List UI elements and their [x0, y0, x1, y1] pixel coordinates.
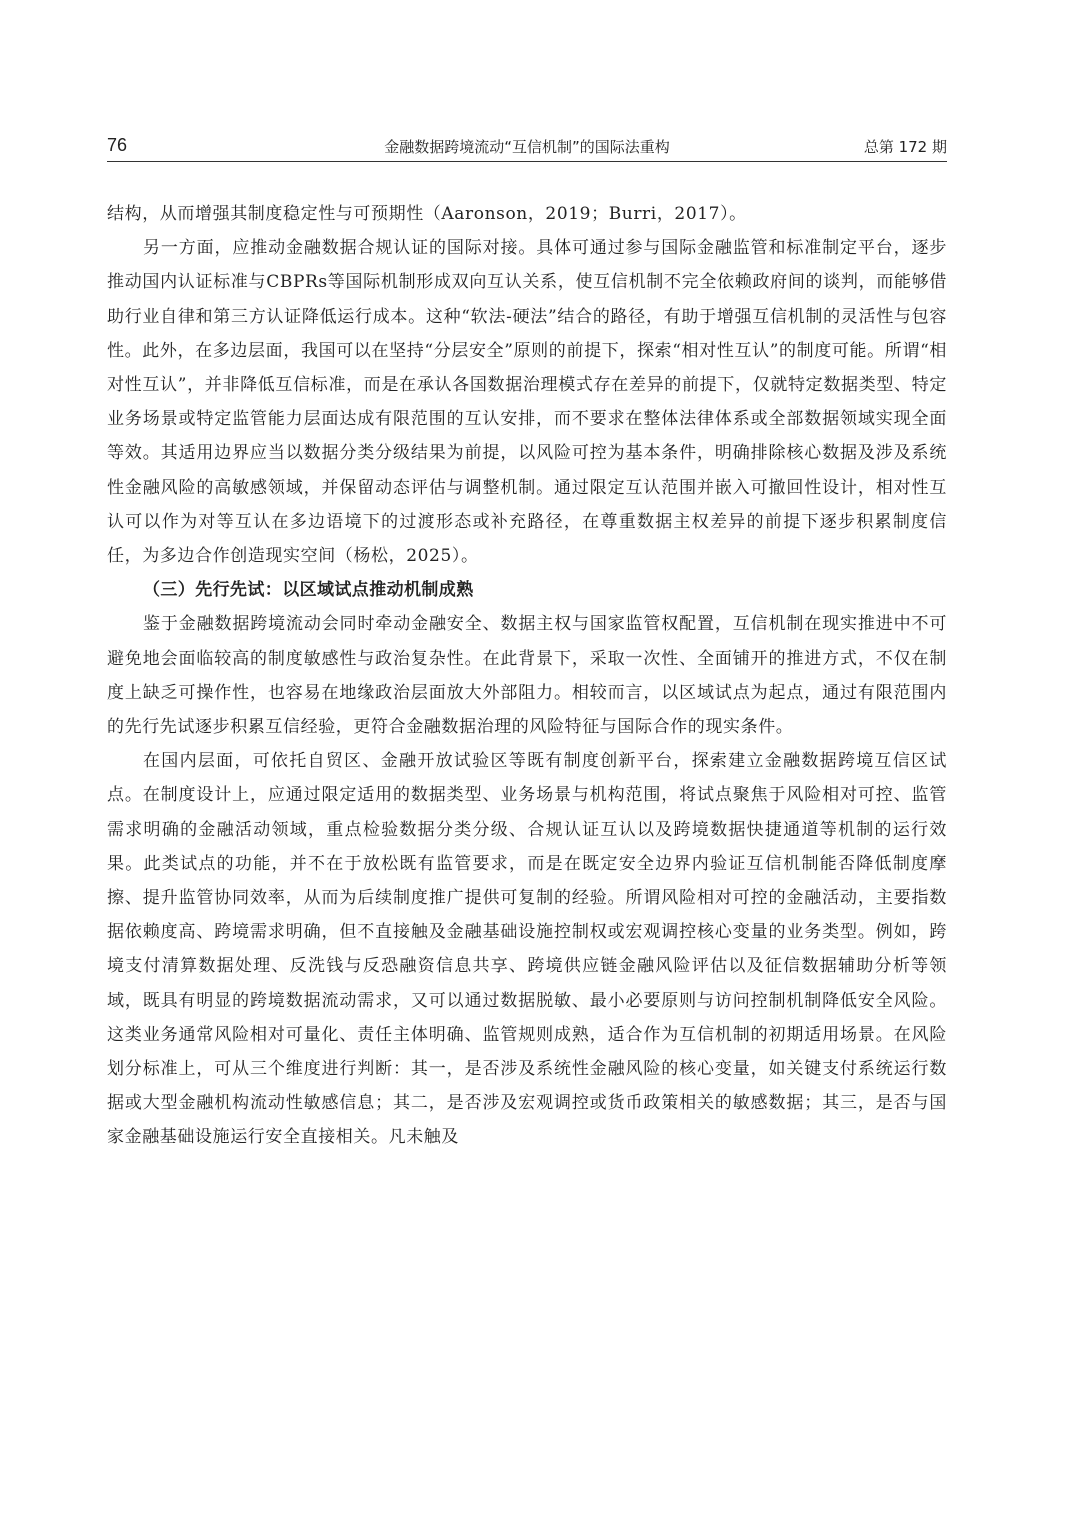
paragraph-2: 另一方面，应推动金融数据合规认证的国际对接。具体可通过参与国际金融监管和标准制定平台，逐步推动国内认证标准与CBPRs等国际机制形成双向互认关系，使互信机制不完全依赖政府间的谈判，而能够借助行业自律和第三方认证降低运行成本。这种“软法-硬法”结合的路径，有助于增强互信机制的灵活性与包容性。此外，在多边层面，我国可以在坚持“分层安全”原则的前提下，探索“相对性互认”的制度可能。所谓“相对性互认”，并非降低互信标准，而是在承认各国数据治理模式存在差异的前提下，仅就特定数据类型、特定业务场景或特定监管能力层面达成有限范围的互认安排，而不要求在整体法律体系或全部数据领域实现全面等效。其适用边界应当以数据分类分级结果为前提，以风险可控为基本条件，明确排除核心数据及涉及系统性金融风险的高敏感领域，并保留动态评估与调整机制。通过限定互认范围并嵌入可撤回性设计，相对性互认可以作为对等互认在多边语境下的过渡形态或补充路径，在尊重数据主权差异的前提下逐步积累制度信任，为多边合作创造现实空间（杨松，2025）。 [107, 238, 947, 567]
issue-number: 总第 172 期 [863, 138, 947, 156]
section-subheading: （三）先行先试：以区域试点推动机制成熟 [143, 580, 474, 601]
paragraph-4: 在国内层面，可依托自贸区、金融开放试验区等既有制度创新平台，探索建立金融数据跨境互信区试点。在制度设计上，应通过限定适用的数据类型、业务场景与机构范围，将试点聚焦于风险相对可控、监管需求明确的金融活动领域，重点检验数据分类分级、合规认证互认以及跨境数据快捷通道等机制的运行效果。此类试点的功能，并不在于放松既有监管要求，而是在既定安全边界内验证互信机制能否降低制度摩擦、提升监管协同效率，从而为后续制度推广提供可复制的经验。所谓风险相对可控的金融活动，主要指数据依赖度高、跨境需求明确，但不直接触及金融基础设施控制权或宏观调控核心变量的业务类型。例如，跨境支付清算数据处理、反洗钱与反恐融资信息共享、跨境供应链金融风险评估以及征信数据辅助分析等领域，既具有明显的跨境数据流动需求，又可以通过数据脱敏、最小必要原则与访问控制机制降低安全风险。这类业务通常风险相对可量化、责任主体明确、监管规则成熟，适合作为互信机制的初期适用场景。在风险划分标准上，可从三个维度进行判断：其一，是否涉及系统性金融风险的核心变量，如关键支付系统运行数据或大型金融机构流动性敏感信息；其二，是否涉及宏观调控或货币政策相关的敏感数据；其三，是否与国家金融基础设施运行安全直接相关。凡未触及 [107, 751, 947, 1148]
paragraph-1: 结构，从而增强其制度稳定性与可预期性（Aaronson，2019；Burri，2017）。 [107, 204, 747, 224]
running-title: 金融数据跨境流动“互信机制”的国际法重构 [384, 138, 670, 156]
header-rule [107, 161, 947, 162]
article-body [107, 197, 947, 1155]
page-number: 76 [107, 135, 128, 155]
page-header [107, 134, 947, 160]
paragraph-3: 鉴于金融数据跨境流动会同时牵动金融安全、数据主权与国家监管权配置，互信机制在现实推进中不可避免地会面临较高的制度敏感性与政治复杂性。在此背景下，采取一次性、全面铺开的推进方式，不仅在制度上缺乏可操作性，也容易在地缘政治层面放大外部阻力。相较而言，以区域试点为起点，通过有限范围内的先行先试逐步积累互信经验，更符合金融数据治理的风险特征与国际合作的现实条件。 [107, 614, 947, 738]
